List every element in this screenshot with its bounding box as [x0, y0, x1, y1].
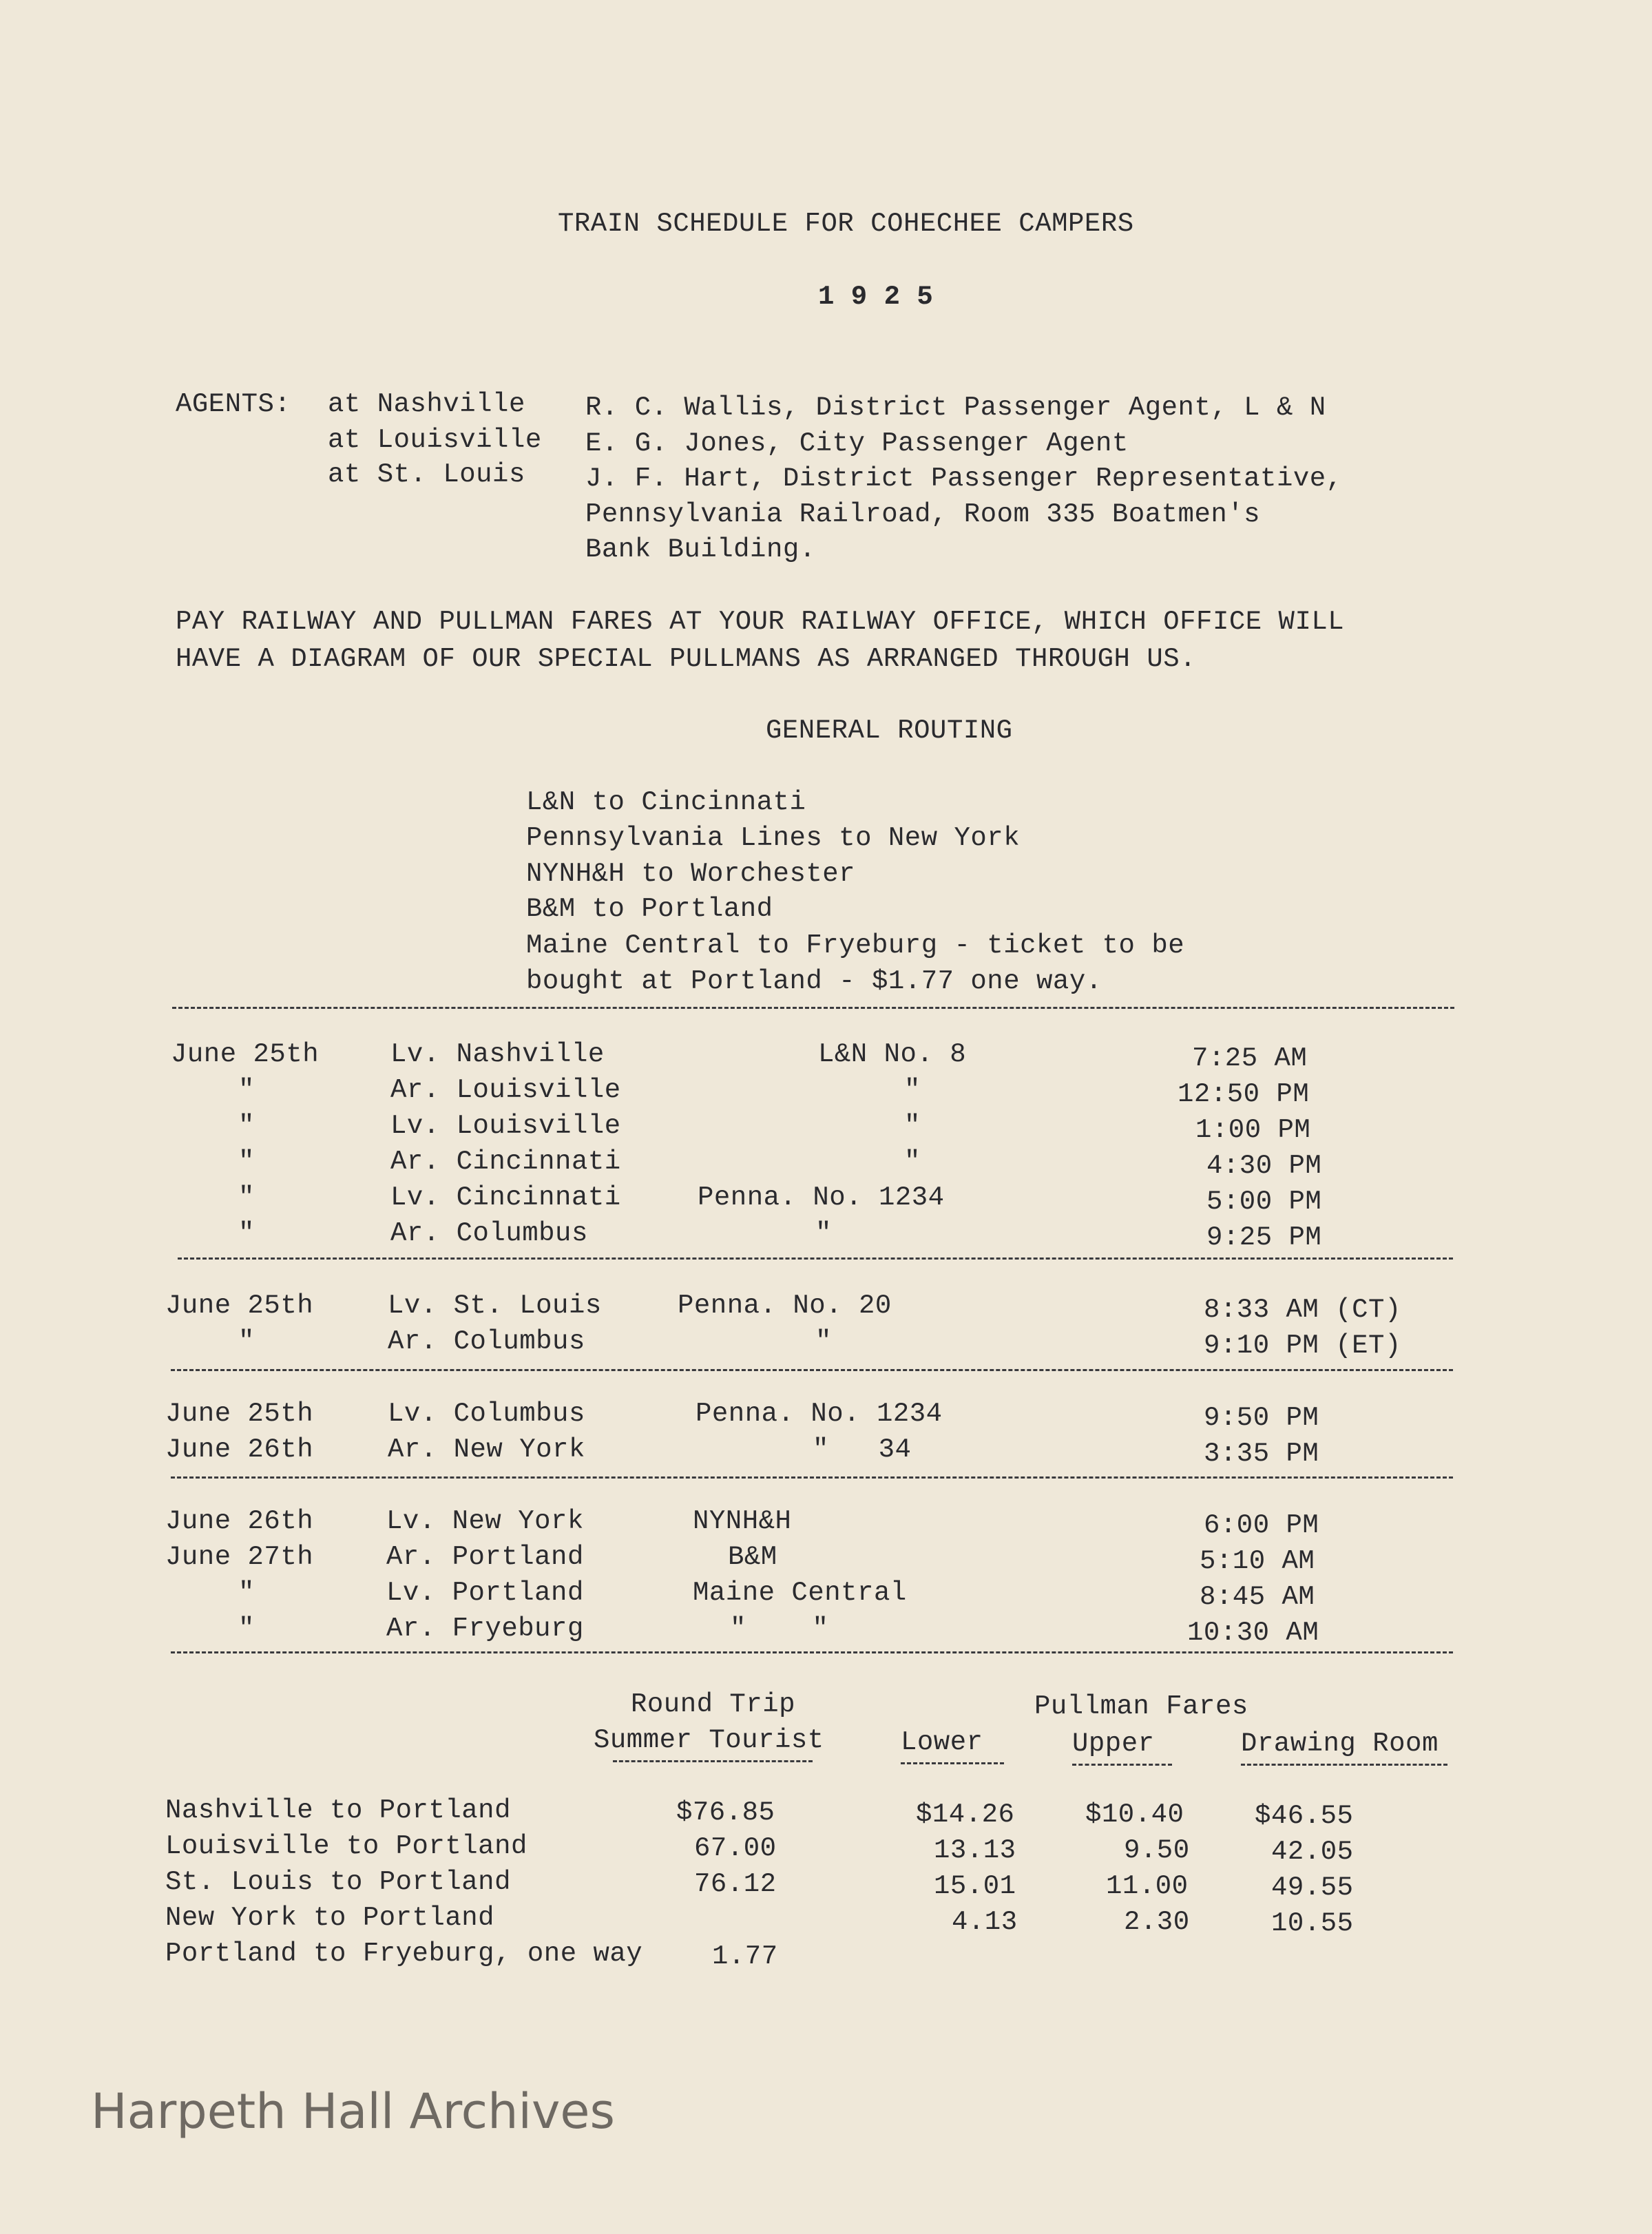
schedule-station: Ar. Portland: [386, 1542, 584, 1572]
schedule-station: Ar. Fryeburg: [386, 1614, 584, 1644]
schedule-time: 9:50 PM: [1204, 1403, 1319, 1433]
schedule-train: " 34: [813, 1434, 912, 1465]
routing-line: NYNH&H to Worchester: [526, 859, 856, 889]
schedule-date: ": [238, 1147, 255, 1177]
schedule-station: Ar. Cincinnati: [390, 1147, 621, 1177]
divider: [178, 1257, 1453, 1260]
schedule-train: ": [904, 1111, 921, 1141]
agent-detail: Pennsylvania Railroad, Room 335 Boatmen's: [585, 499, 1261, 530]
routing-line: Pennsylvania Lines to New York: [526, 823, 1021, 853]
schedule-time: 6:00 PM: [1204, 1510, 1319, 1541]
schedule-train: ": [815, 1218, 832, 1249]
schedule-time: 1:00 PM: [1195, 1115, 1311, 1145]
schedule-date: ": [238, 1075, 255, 1105]
schedule-date: June 26th: [165, 1506, 314, 1536]
schedule-train: NYNH&H: [693, 1506, 792, 1536]
schedule-train: L&N No. 8: [818, 1039, 967, 1069]
fares-route: St. Louis to Portland: [165, 1867, 511, 1897]
schedule-station: Lv. St. Louis: [388, 1291, 602, 1321]
schedule-date: ": [238, 1578, 255, 1608]
routing-line: Maine Central to Fryeburg - ticket to be: [526, 930, 1185, 961]
schedule-station: Lv. Portland: [386, 1578, 584, 1608]
fares-drawing-room: 42.05: [1271, 1837, 1354, 1867]
fares-upper: 9.50: [1124, 1835, 1190, 1866]
schedule-train: Maine Central: [693, 1578, 907, 1608]
fares-drawing-room: 49.55: [1271, 1872, 1354, 1903]
routing-line: bought at Portland - $1.77 one way.: [526, 966, 1102, 996]
schedule-station: Ar. New York: [388, 1434, 585, 1465]
schedule-station: Ar. Columbus: [388, 1326, 585, 1357]
schedule-train: Penna. No. 1234: [698, 1182, 945, 1213]
fares-route: Louisville to Portland: [165, 1831, 527, 1861]
document-year: 1 9 2 5: [818, 282, 934, 312]
schedule-station: Lv. Nashville: [390, 1039, 605, 1069]
schedule-date: June 25th: [165, 1291, 314, 1321]
schedule-time: 8:45 AM: [1200, 1582, 1315, 1612]
schedule-time: 5:10 AM: [1200, 1546, 1315, 1576]
fares-lower: 13.13: [934, 1835, 1016, 1866]
schedule-time: 10:30 AM: [1187, 1618, 1319, 1648]
schedule-date: June 26th: [165, 1434, 314, 1465]
agent-detail: R. C. Wallis, District Passenger Agent, L & N: [585, 393, 1326, 423]
underline: [613, 1760, 813, 1762]
fares-upper: 2.30: [1124, 1907, 1190, 1937]
underline: [1241, 1764, 1447, 1766]
divider: [171, 1651, 1453, 1653]
routing-line: B&M to Portland: [526, 894, 773, 924]
routing-heading: GENERAL ROUTING: [766, 716, 1013, 746]
fares-round-trip: 1.77: [712, 1941, 778, 1972]
schedule-time: 9:10 PM (ET): [1204, 1330, 1401, 1361]
schedule-date: June 25th: [165, 1399, 314, 1429]
schedule-station: Lv. Louisville: [390, 1111, 621, 1141]
fares-header-pullman: Pullman Fares: [1034, 1691, 1248, 1722]
agent-place: at St. Louis: [328, 459, 525, 490]
agent-detail: J. F. Hart, District Passenger Representative,: [585, 463, 1343, 494]
fares-route: Nashville to Portland: [165, 1795, 511, 1826]
schedule-date: ": [238, 1111, 255, 1141]
schedule-train: ": [904, 1075, 921, 1105]
schedule-date: June 25th: [171, 1039, 320, 1069]
fares-header-lower: Lower: [901, 1727, 983, 1757]
schedule-station: Ar. Louisville: [390, 1075, 621, 1105]
schedule-train: ": [904, 1147, 921, 1177]
schedule-station: Lv. New York: [386, 1506, 584, 1536]
routing-line: L&N to Cincinnati: [526, 787, 806, 817]
fares-round-trip: 76.12: [694, 1869, 777, 1899]
fares-header-upper: Upper: [1072, 1729, 1155, 1759]
fares-header-drawing-room: Drawing Room: [1241, 1729, 1439, 1759]
schedule-train: Penna. No. 1234: [696, 1399, 943, 1429]
schedule-time: 7:25 AM: [1192, 1043, 1308, 1074]
agents-label: AGENTS:: [176, 389, 291, 419]
schedule-time: 12:50 PM: [1178, 1079, 1310, 1109]
fares-route: Portland to Fryeburg, one way: [165, 1939, 643, 1969]
underline: [901, 1762, 1004, 1764]
fares-header-round-trip: Round Trip: [631, 1689, 796, 1720]
schedule-date: ": [238, 1218, 255, 1249]
schedule-station: Lv. Cincinnati: [390, 1182, 621, 1213]
schedule-train: ": [815, 1326, 832, 1357]
underline: [1072, 1764, 1172, 1766]
schedule-date: ": [238, 1614, 255, 1644]
fares-drawing-room: $46.55: [1255, 1801, 1354, 1831]
fares-route: New York to Portland: [165, 1903, 495, 1933]
archive-watermark: Harpeth Hall Archives: [91, 2083, 615, 2140]
schedule-date: ": [238, 1326, 255, 1357]
schedule-time: 9:25 PM: [1206, 1222, 1322, 1253]
fares-drawing-room: 10.55: [1271, 1908, 1354, 1939]
fares-lower: 4.13: [952, 1907, 1018, 1937]
schedule-time: 4:30 PM: [1206, 1151, 1322, 1181]
divider: [172, 1007, 1454, 1009]
fares-header-summer-tourist: Summer Tourist: [594, 1725, 824, 1755]
divider: [171, 1476, 1453, 1479]
notice-line: PAY RAILWAY AND PULLMAN FARES AT YOUR RAILWAY OFFICE, WHICH OFFICE WILL: [176, 607, 1345, 637]
schedule-time: 5:00 PM: [1206, 1187, 1322, 1217]
agent-detail: Bank Building.: [585, 534, 816, 565]
fares-upper: $10.40: [1085, 1799, 1184, 1830]
schedule-station: Lv. Columbus: [388, 1399, 585, 1429]
fares-upper: 11.00: [1106, 1871, 1189, 1901]
fares-round-trip: $76.85: [676, 1797, 775, 1828]
fares-lower: $14.26: [916, 1799, 1015, 1830]
schedule-date: ": [238, 1182, 255, 1213]
schedule-train: Penna. No. 20: [678, 1291, 892, 1321]
schedule-date: June 27th: [165, 1542, 314, 1572]
fares-lower: 15.01: [934, 1871, 1016, 1901]
fares-round-trip: 67.00: [694, 1833, 777, 1864]
divider: [171, 1369, 1453, 1371]
agent-detail: E. G. Jones, City Passenger Agent: [585, 428, 1129, 459]
notice-line: HAVE A DIAGRAM OF OUR SPECIAL PULLMANS AS ARRANGED THROUGH US.: [176, 644, 1197, 674]
schedule-time: 3:35 PM: [1204, 1439, 1319, 1469]
agent-place: at Nashville: [328, 389, 525, 419]
schedule-station: Ar. Columbus: [390, 1218, 588, 1249]
schedule-train: B&M: [728, 1542, 777, 1572]
schedule-train: " ": [730, 1614, 829, 1644]
schedule-time: 8:33 AM (CT): [1204, 1295, 1401, 1325]
agent-place: at Louisville: [328, 425, 542, 455]
document-title: TRAIN SCHEDULE FOR COHECHEE CAMPERS: [558, 209, 1134, 239]
